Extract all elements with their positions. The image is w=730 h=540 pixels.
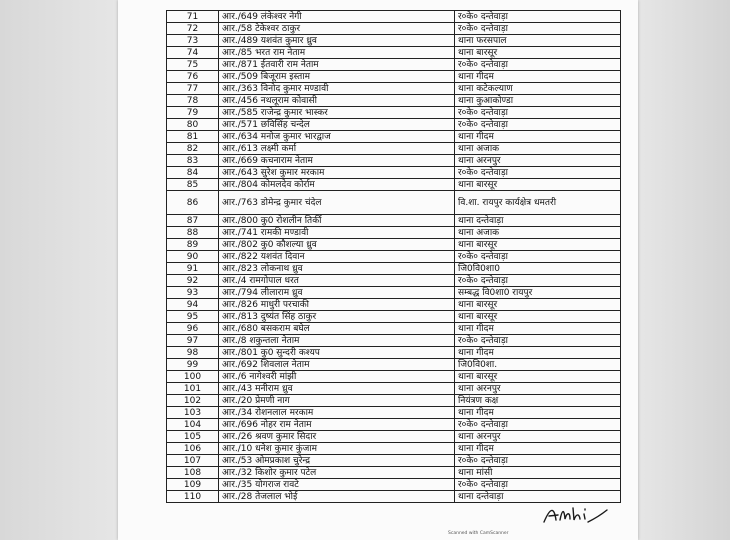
table-row — [167, 119, 621, 131]
name-cell: आर./692 शिवलाल नेताम — [219, 359, 455, 371]
posting-cell: थाना अजाक — [455, 227, 621, 239]
name-cell: आर./456 नथलूराम कोवासी — [219, 95, 455, 107]
posting-cell: र०के० दन्तेवाड़ा — [455, 251, 621, 263]
serial-number-cell: 81 — [167, 131, 219, 143]
name-cell: आर./800 कु0 रोशलीन तिर्की — [219, 215, 455, 227]
table-row — [167, 95, 621, 107]
serial-number-cell: 83 — [167, 155, 219, 167]
serial-number-cell: 88 — [167, 227, 219, 239]
serial-number-cell: 85 — [167, 179, 219, 191]
scanner-background-left — [0, 0, 118, 540]
name-cell: आर./822 यशवंत दिवान — [219, 251, 455, 263]
posting-cell: र०के० दन्तेवाड़ा — [455, 23, 621, 35]
posting-cell: र०के० दन्तेवाड़ा — [455, 11, 621, 23]
table-row — [167, 155, 621, 167]
serial-number-cell: 87 — [167, 215, 219, 227]
posting-cell: थाना बारसूर — [455, 239, 621, 251]
serial-number-cell: 73 — [167, 35, 219, 47]
posting-cell: र०के० दन्तेवाड़ा — [455, 167, 621, 179]
table-row — [167, 479, 621, 491]
table-row — [167, 143, 621, 155]
posting-cell: थाना कुआकोण्डा — [455, 95, 621, 107]
serial-number-cell: 75 — [167, 59, 219, 71]
table-row — [167, 47, 621, 59]
name-cell: आर./20 प्रेमणी नाग — [219, 395, 455, 407]
name-cell: आर./32 किशोर कुमार पटेल — [219, 467, 455, 479]
table-row — [167, 467, 621, 479]
scanned-with-label: Scanned with CamScanner — [448, 531, 509, 536]
serial-number-cell: 91 — [167, 263, 219, 275]
posting-cell: थाना गीदम — [455, 443, 621, 455]
serial-number-cell: 79 — [167, 107, 219, 119]
table-row — [167, 395, 621, 407]
table-row — [167, 407, 621, 419]
posting-cell: थाना बारसूर — [455, 47, 621, 59]
posting-cell: वि.शा. रायपुर कार्यक्षेत्र धमतरी — [455, 191, 621, 215]
table-row — [167, 275, 621, 287]
posting-cell: थाना गीदम — [455, 323, 621, 335]
serial-number-cell: 71 — [167, 11, 219, 23]
serial-number-cell: 102 — [167, 395, 219, 407]
table-row — [167, 443, 621, 455]
serial-number-cell: 90 — [167, 251, 219, 263]
serial-number-cell: 93 — [167, 287, 219, 299]
posting-cell: र०के० दन्तेवाड़ा — [455, 419, 621, 431]
serial-number-cell: 98 — [167, 347, 219, 359]
name-cell: आर./6 नागेश्वरी मांझी — [219, 371, 455, 383]
table-row — [167, 359, 621, 371]
name-cell: आर./634 मनोज कुमार भारद्वाज — [219, 131, 455, 143]
table-row — [167, 239, 621, 251]
posting-cell: थाना फरसपाल — [455, 35, 621, 47]
posting-cell: र०के० दन्तेवाड़ा — [455, 119, 621, 131]
posting-cell: थाना अजाक — [455, 143, 621, 155]
posting-cell: थाना गीदम — [455, 71, 621, 83]
table-row — [167, 23, 621, 35]
serial-number-cell: 84 — [167, 167, 219, 179]
posting-cell: थाना बारसूर — [455, 371, 621, 383]
posting-cell: थाना मांसी — [455, 467, 621, 479]
name-cell: आर./823 लोकनाथ ध्रुव — [219, 263, 455, 275]
name-cell: आर./35 योगराज रावटे — [219, 479, 455, 491]
name-cell: आर./801 कु0 सुन्दरी कश्यप — [219, 347, 455, 359]
table-row — [167, 71, 621, 83]
serial-number-cell: 92 — [167, 275, 219, 287]
serial-number-cell: 80 — [167, 119, 219, 131]
posting-cell: र०के० दन्तेवाड़ा — [455, 455, 621, 467]
name-cell: आर./28 तेजलाल भोई — [219, 491, 455, 503]
serial-number-cell: 78 — [167, 95, 219, 107]
table-row — [167, 131, 621, 143]
posting-cell: र०के० दन्तेवाड़ा — [455, 335, 621, 347]
posting-cell: थाना अरनपुर — [455, 431, 621, 443]
serial-number-cell: 76 — [167, 71, 219, 83]
serial-number-cell: 107 — [167, 455, 219, 467]
name-cell: आर./794 लीलाराम ध्रुव — [219, 287, 455, 299]
posting-cell: सम्बद्ध वि0शा0 रायपुर — [455, 287, 621, 299]
posting-cell: थाना बारसूर — [455, 311, 621, 323]
serial-number-cell: 99 — [167, 359, 219, 371]
name-cell: आर./85 भरत राम नेताम — [219, 47, 455, 59]
serial-number-cell: 104 — [167, 419, 219, 431]
serial-number-cell: 94 — [167, 299, 219, 311]
posting-cell: थाना गीदम — [455, 347, 621, 359]
table-row — [167, 347, 621, 359]
serial-number-cell: 72 — [167, 23, 219, 35]
posting-cell: जि0वि0शा0 — [455, 263, 621, 275]
posting-cell: नियंत्रण कक्ष — [455, 395, 621, 407]
table-row — [167, 323, 621, 335]
table-row — [167, 371, 621, 383]
name-cell: आर./804 कोमलदेव कोर्राम — [219, 179, 455, 191]
serial-number-cell: 77 — [167, 83, 219, 95]
name-cell: आर./571 छविसिंह चन्देल — [219, 119, 455, 131]
table-row — [167, 59, 621, 71]
table-row — [167, 35, 621, 47]
serial-number-cell: 96 — [167, 323, 219, 335]
table-row — [167, 419, 621, 431]
name-cell: आर./53 ओमप्रकाश चुरेन्द्र — [219, 455, 455, 467]
table-row — [167, 191, 621, 215]
table-row — [167, 251, 621, 263]
table-row — [167, 311, 621, 323]
serial-number-cell: 110 — [167, 491, 219, 503]
document-page — [118, 0, 638, 540]
posting-cell: थाना दन्तेवाड़ा — [455, 215, 621, 227]
serial-number-cell: 86 — [167, 191, 219, 215]
name-cell: आर./613 लक्ष्मी कर्मा — [219, 143, 455, 155]
table-row — [167, 455, 621, 467]
signature-icon — [540, 500, 610, 528]
posting-cell: थाना गीदम — [455, 131, 621, 143]
table-row — [167, 383, 621, 395]
table-row — [167, 83, 621, 95]
table-row — [167, 299, 621, 311]
name-cell: आर./4 रामगोपाल धरत — [219, 275, 455, 287]
signature — [540, 500, 610, 532]
name-cell: आर./26 श्रवण कुमार सिदार — [219, 431, 455, 443]
table-row — [167, 263, 621, 275]
posting-cell: जि0वि0शा. — [455, 359, 621, 371]
serial-number-cell: 105 — [167, 431, 219, 443]
name-cell: आर./741 रामकी मण्डावी — [219, 227, 455, 239]
name-cell: आर./763 डोमेन्द्र कुमार चंदेल — [219, 191, 455, 215]
serial-number-cell: 100 — [167, 371, 219, 383]
table-row — [167, 167, 621, 179]
name-cell: आर./649 लंकेश्वर नेगी — [219, 11, 455, 23]
posting-cell: थाना दन्तेवाड़ा — [455, 491, 621, 503]
table-row — [167, 227, 621, 239]
name-cell: आर./669 कचनाराम नेताम — [219, 155, 455, 167]
posting-cell: थाना गीदम — [455, 407, 621, 419]
posting-cell: थाना अरनपुर — [455, 155, 621, 167]
serial-number-cell: 82 — [167, 143, 219, 155]
name-cell: आर./826 माधुरी परचाकी — [219, 299, 455, 311]
table-row — [167, 431, 621, 443]
name-cell: आर./871 ईतवारी राम नेताम — [219, 59, 455, 71]
name-cell: आर./43 मनीराम ध्रुव — [219, 383, 455, 395]
serial-number-cell: 101 — [167, 383, 219, 395]
serial-number-cell: 109 — [167, 479, 219, 491]
name-cell: आर./680 बसकराम बघेल — [219, 323, 455, 335]
table-row — [167, 215, 621, 227]
posting-cell: र०के० दन्तेवाड़ा — [455, 479, 621, 491]
posting-cell: र०के० दन्तेवाड़ा — [455, 107, 621, 119]
serial-number-cell: 89 — [167, 239, 219, 251]
serial-number-cell: 95 — [167, 311, 219, 323]
posting-cell: थाना बारसूर — [455, 299, 621, 311]
scanner-background-right — [638, 0, 730, 540]
serial-number-cell: 108 — [167, 467, 219, 479]
name-cell: आर./643 सुरेश कुमार मरकाम — [219, 167, 455, 179]
name-cell: आर./813 दुष्यंत सिंह ठाकुर — [219, 311, 455, 323]
serial-number-cell: 103 — [167, 407, 219, 419]
name-cell: आर./8 शकुन्तला नेताम — [219, 335, 455, 347]
name-cell: आर./585 राजेन्द्र कुमार भास्कर — [219, 107, 455, 119]
posting-cell: र०के० दन्तेवाड़ा — [455, 59, 621, 71]
posting-cell: थाना बारसूर — [455, 179, 621, 191]
name-cell: आर./802 कु0 कौशल्या ध्रुव — [219, 239, 455, 251]
name-cell: आर./509 बिजूराम इस्ताम — [219, 71, 455, 83]
name-cell: आर./489 यशवंत कुमार ध्रुव — [219, 35, 455, 47]
table-row — [167, 335, 621, 347]
personnel-table — [166, 10, 621, 503]
name-cell: आर./10 धनेश कुमार कुंजाम — [219, 443, 455, 455]
posting-cell: र०के० दन्तेवाड़ा — [455, 275, 621, 287]
personnel-table-body — [167, 11, 621, 503]
table-row — [167, 287, 621, 299]
name-cell: आर./34 रोशनलाल मरकाम — [219, 407, 455, 419]
serial-number-cell: 106 — [167, 443, 219, 455]
table-row — [167, 179, 621, 191]
table-row — [167, 107, 621, 119]
table-row — [167, 11, 621, 23]
posting-cell: थाना कटेकल्याण — [455, 83, 621, 95]
name-cell: आर./58 टेकेश्वर ठाकुर — [219, 23, 455, 35]
posting-cell: थाना अरनपुर — [455, 383, 621, 395]
serial-number-cell: 97 — [167, 335, 219, 347]
serial-number-cell: 74 — [167, 47, 219, 59]
name-cell: आर./696 नोहर राम नेताम — [219, 419, 455, 431]
name-cell: आर./363 विनोद कुमार मण्डावी — [219, 83, 455, 95]
